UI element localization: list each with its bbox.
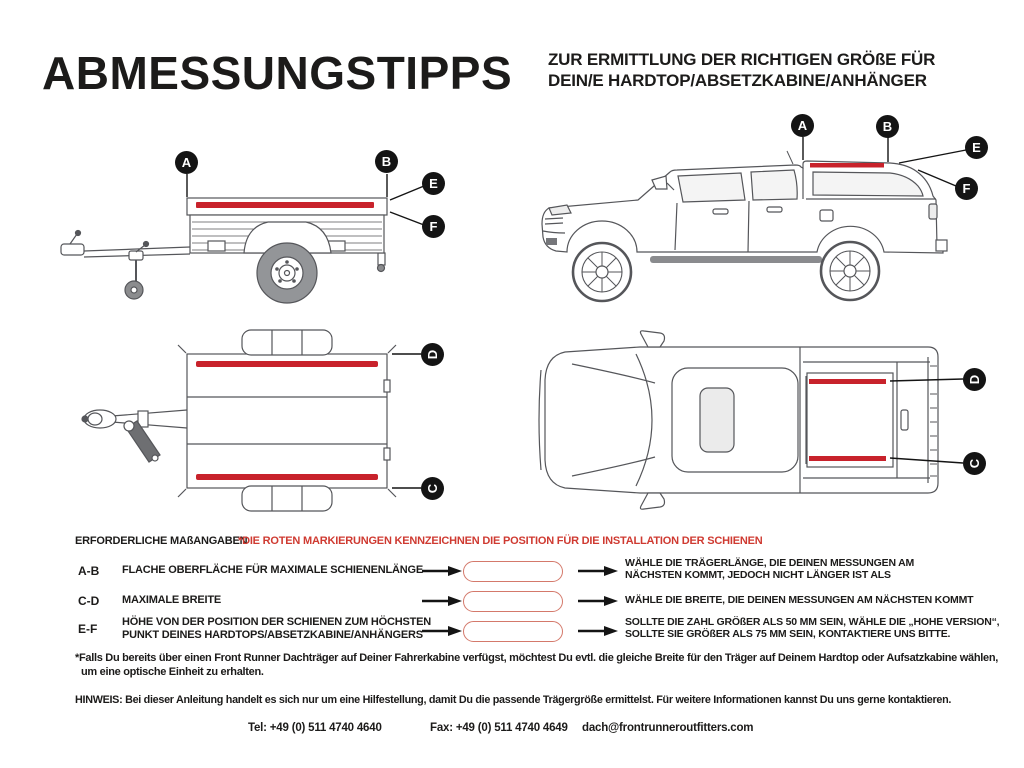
red-rail-marking <box>196 474 378 480</box>
row-label-ef: HÖHE VON DER POSITION DER SCHIENEN ZUM HÖCHSTEN PUNKT DEINES HARDTOPS/ABSETZKABINE/ANHÄNGERS <box>122 616 432 641</box>
arrow-right-icon <box>422 625 462 637</box>
red-rail-marking <box>809 379 886 384</box>
badge-a-trailer-side: A <box>175 151 198 174</box>
red-markings-note: *DIE ROTEN MARKIERUNGEN KENNZEICHNEN DIE POSITION FÜR DIE INSTALLATION DER SCHIENEN <box>238 535 763 547</box>
row-code-ab: A-B <box>78 564 100 578</box>
row-code-cd: C-D <box>78 594 100 608</box>
measurement-input-ab[interactable] <box>463 561 563 582</box>
truck-front-wheel <box>573 243 631 301</box>
hinweis-note: HINWEIS: Bei dieser Anleitung handelt es sich nur um eine Hilfestellung, damit Du die passende Trägergröße ermittelst. Für weitere Informationen kannst Du uns gerne kontaktieren. <box>75 694 952 706</box>
badge-f-trailer-side: F <box>422 215 445 238</box>
row-result-ef: SOLLTE DIE ZAHL GRÖßER ALS 50 MM SEIN, WÄHLE DIE „HOHE VERSION“, SOLLTE SIE GRÖßER ALS 75 MM SEIN, KONTAKTIERE UNS BITTE. <box>625 616 1000 640</box>
footer-tel: Tel: +49 (0) 511 4740 4640 <box>248 722 382 734</box>
red-rail-marking <box>196 361 378 367</box>
badge-e-trailer-side: E <box>422 172 445 195</box>
row-code-ef: E-F <box>78 622 98 636</box>
arrow-right-icon <box>578 625 618 637</box>
red-rail-marking <box>809 456 886 461</box>
badge-b-truck-side: B <box>876 115 899 138</box>
badge-d-trailer-top: D <box>421 343 444 366</box>
trailer-side-view <box>61 174 424 303</box>
section-label: ERFORDERLICHE MAßANGABEN <box>75 535 248 547</box>
badge-f-truck-side: F <box>955 177 978 200</box>
arrow-right-icon <box>578 565 618 577</box>
subtitle-line-2: DEIN/E HARDTOP/ABSETZKABINE/ANHÄNGER <box>548 71 927 90</box>
trailer-top-view <box>82 330 421 511</box>
footer-fax: Fax: +49 (0) 511 4740 4649 <box>430 722 568 734</box>
badge-a-truck-side: A <box>791 114 814 137</box>
badge-e-truck-side: E <box>965 136 988 159</box>
truck-rear-wheel <box>821 242 879 300</box>
truck-top-view <box>539 331 963 509</box>
badge-c-truck-top: C <box>963 452 986 475</box>
row-result-cd: WÄHLE DIE BREITE, DIE DEINEN MESSUNGEN AM NÄCHSTEN KOMMT <box>625 594 974 606</box>
red-rail-marking <box>196 202 374 208</box>
trailer-top-leader-lines <box>392 354 421 488</box>
red-rail-marking <box>810 163 884 168</box>
arrow-right-icon <box>422 595 462 607</box>
badge-b-trailer-side: B <box>375 150 398 173</box>
footer-email: dach@frontrunneroutfitters.com <box>582 722 754 734</box>
footnote: *Falls Du bereits über einen Front Runner Dachträger auf Deiner Fahrerkabine verfügst, möchtest Du evtl. die gleiche Breite für den Träger auf Deinem Hardtop oder Aufsatzkabine wählen, um eine optische Einheit zu erhalten. <box>75 652 999 678</box>
measurement-input-ef[interactable] <box>463 621 563 642</box>
arrow-right-icon <box>422 565 462 577</box>
badge-d-truck-top: D <box>963 368 986 391</box>
row-label-cd: MAXIMALE BREITE <box>122 594 222 606</box>
subtitle-line-1: ZUR ERMITTLUNG DER RICHTIGEN GRÖßE FÜR <box>548 50 936 69</box>
row-result-ab: WÄHLE DIE TRÄGERLÄNGE, DIE DEINEN MESSUNGEN AM NÄCHSTEN KOMMT, JEDOCH NICHT LÄNGER IST ALS <box>625 557 915 581</box>
badge-c-trailer-top: C <box>421 477 444 500</box>
row-label-ab: FLACHE OBERFLÄCHE FÜR MAXIMALE SCHIENENLÄNGE <box>122 564 424 576</box>
arrow-right-icon <box>578 595 618 607</box>
measurement-input-cd[interactable] <box>463 591 563 612</box>
truck-side-view <box>542 137 966 301</box>
page-title: ABMESSUNGSTIPPS <box>42 47 513 99</box>
